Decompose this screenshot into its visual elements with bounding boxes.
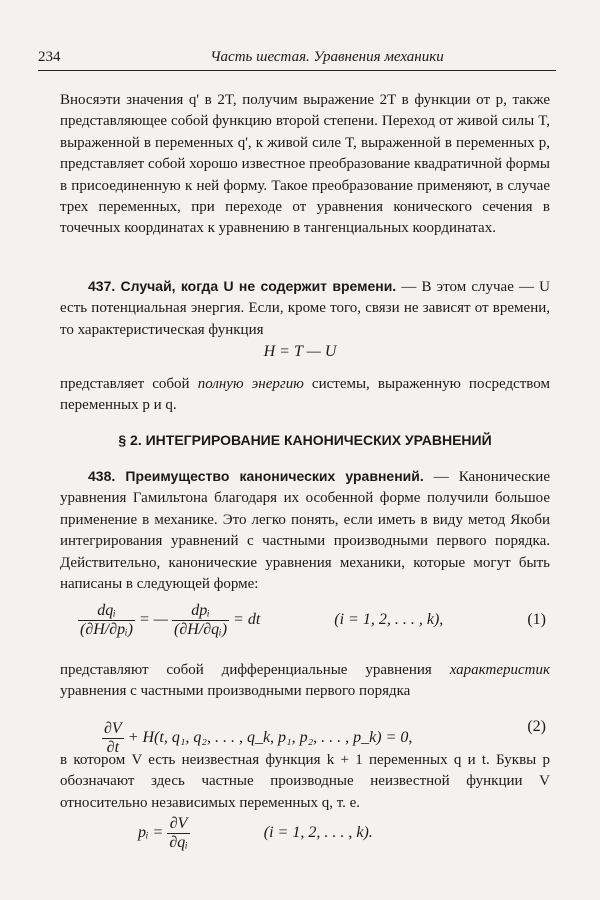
unknown-function-paragraph: в котором V есть неизвестная функция k + 1 переменных q и t. Буквы p обозначают здесь частные производные неизвестной функции V относительно независимых переменных q, т. е. bbox=[60, 752, 550, 811]
fraction-dq: $\frac{\text{dqᵢ}}{\text{(∂H/∂pᵢ)}}$ bbox=[80, 602, 133, 638]
characteristics-paragraph bbox=[60, 660, 550, 703]
equation-1: $\frac{\text{dqᵢ}}{\text{(∂H/∂pᵢ)}}$ = — $\frac{\text{dpᵢ}}{\text{(∂H/∂qᵢ)}}$ = dt (i = 1, 2, . . . , k), bbox=[80, 602, 444, 638]
section-437-paragraph bbox=[60, 276, 550, 341]
continuation-post: системы, выраженную посредством переменных p и q. bbox=[60, 376, 550, 414]
continuation-pre: представляет собой bbox=[60, 376, 198, 392]
section-437-heading: 437. Случай, когда U не содержит времени. bbox=[88, 278, 397, 294]
p5-post: уравнения с частными производными первого порядка bbox=[60, 683, 411, 700]
characteristics-term: характеристик bbox=[449, 662, 550, 678]
section-title: § 2. ИНТЕГРИРОВАНИЕ КАНОНИЧЕСКИХ УРАВНЕНИЙ bbox=[118, 432, 492, 448]
page-header bbox=[38, 40, 556, 71]
equation-3-lhs: pᵢ = bbox=[138, 824, 164, 842]
formula-energy: H = T — U bbox=[263, 343, 337, 360]
section-438-text: — Канонические уравнения Гамильтона благодаря их особенной форме получили большое применение в механике. Это легко понять, если иметь в виду метод Якоби интегрирования уравнений с частными производными первого порядка. Действительно, канонические уравнения механики, которые могут быть написаны в следующей форме: bbox=[60, 469, 550, 593]
equation-1-range: (i = 1, 2, . . . , k), bbox=[334, 611, 444, 629]
section-437-continuation bbox=[60, 374, 550, 417]
fraction-dp: $\frac{\text{dpᵢ}}{\text{(∂H/∂qᵢ)}}$ bbox=[174, 602, 228, 638]
equation-1-number: (1) bbox=[527, 611, 546, 628]
running-title: Часть шестая. Уравнения механики bbox=[210, 49, 444, 65]
page-number: 234 bbox=[38, 49, 61, 65]
section-437-text: — В этом случае — U есть потенциальная энергия. Если, кроме того, связи не зависят от времени, то характеристическая функция bbox=[60, 279, 550, 338]
fraction-dv-dt: $\frac{\partial V}{\partial t}$ bbox=[104, 720, 122, 756]
equation-1-rest: = dt bbox=[233, 611, 261, 629]
equation-3 bbox=[138, 815, 373, 852]
p5-pre: представляют собой дифференциальные уравнения bbox=[60, 662, 450, 678]
full-energy-term: полную энергию bbox=[197, 376, 304, 392]
section-438-heading: 438. Преимущество канонических уравнений. bbox=[88, 468, 424, 484]
section-438-paragraph bbox=[60, 466, 550, 595]
equation-2-number: (2) bbox=[527, 718, 546, 735]
fraction-dv-dq: $\frac{\partial V}{\text{∂qᵢ}}$ bbox=[169, 815, 188, 851]
paragraph-1: Вносяэти значения q' в 2T, получим выражение 2T в функции от p, также представляющее собой функцию второй степени. Переход от живой силы T, выраженной в переменных q', к живой силе T, выраженной в переменных p, представляет собой хорошо известное преобразование квадратичной формы в присоединенную к ней форму. Такое преобразование применяют, в случае трех переменных, при переходе от уравнения конического сечения в точечных координатах к уравнению в тангенциальных координатах. bbox=[60, 92, 550, 237]
equation-2-rest: + H(t, q₁, q₂, . . . , q_k, p₁, p₂, . . . , p_k) = 0, bbox=[127, 729, 413, 747]
equation-3-range: (i = 1, 2, . . . , k). bbox=[263, 824, 373, 842]
